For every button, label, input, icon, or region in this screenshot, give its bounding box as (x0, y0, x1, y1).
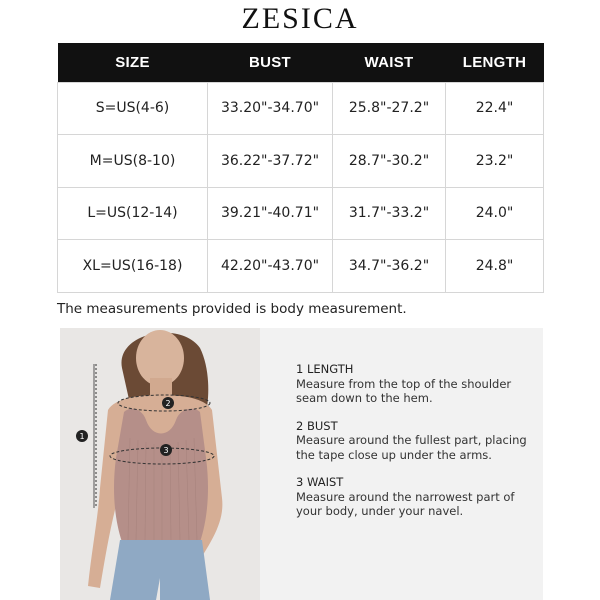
cell-length: 22.4" (446, 82, 544, 135)
cell-size: L=US(12-14) (58, 187, 208, 240)
header-bust: BUST (208, 43, 333, 82)
table-row (58, 187, 544, 240)
measurement-instructions (296, 362, 536, 532)
instruction-length (296, 362, 536, 406)
measurement-guide (60, 328, 543, 600)
instruction-title: 1 LENGTH (296, 362, 354, 376)
size-chart-table (57, 43, 544, 293)
cell-bust: 39.21"-40.71" (208, 187, 333, 240)
svg-text:3: 3 (163, 446, 169, 455)
brand-logo: ZESICA (241, 2, 359, 35)
cell-length: 24.0" (446, 187, 544, 240)
svg-text:2: 2 (165, 399, 171, 408)
table-row (58, 135, 544, 188)
cell-waist: 28.7"-30.2" (333, 135, 446, 188)
cell-size: XL=US(16-18) (58, 240, 208, 293)
instruction-text: Measure around the fullest part, placing the tape close up under the arms. (296, 433, 527, 462)
cell-waist: 25.8"-27.2" (333, 82, 446, 135)
instruction-title: 3 WAIST (296, 475, 344, 489)
jeans-shape (110, 540, 210, 600)
cell-bust: 33.20"-34.70" (208, 82, 333, 135)
measurement-note: The measurements provided is body measurement. (57, 301, 407, 317)
table-header-row (58, 43, 544, 82)
header-length: LENGTH (446, 43, 544, 82)
table-row (58, 82, 544, 135)
cell-waist: 31.7"-33.2" (333, 187, 446, 240)
cell-length: 24.8" (446, 240, 544, 293)
instruction-text: Measure around the narrowest part of your body, under your navel. (296, 489, 515, 518)
header-waist: WAIST (333, 43, 446, 82)
instruction-text: Measure from the top of the shoulder seam down to the hem. (296, 376, 512, 405)
cell-bust: 42.20"-43.70" (208, 240, 333, 293)
instruction-waist (296, 475, 536, 519)
svg-text:1: 1 (79, 432, 85, 441)
instruction-bust (296, 419, 536, 463)
model-figure (60, 328, 260, 600)
instruction-title: 2 BUST (296, 418, 338, 433)
model-illustration (60, 328, 260, 600)
cell-waist: 34.7"-36.2" (333, 240, 446, 293)
header-size: SIZE (58, 43, 208, 82)
table-row (58, 240, 544, 293)
cell-size: M=US(8-10) (58, 135, 208, 188)
cell-length: 23.2" (446, 135, 544, 188)
cell-bust: 36.22"-37.72" (208, 135, 333, 188)
cell-size: S=US(4-6) (58, 82, 208, 135)
